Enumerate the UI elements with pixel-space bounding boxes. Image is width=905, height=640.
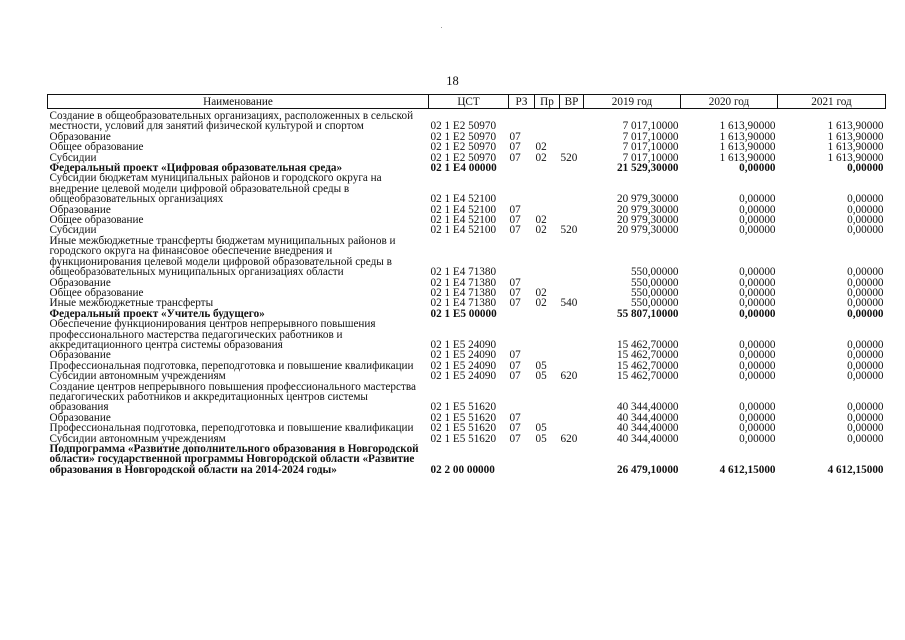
table-row xyxy=(48,371,886,381)
cell-2019: 55 807,10000 xyxy=(616,307,679,320)
cell-name: Образование xyxy=(49,276,111,289)
cell-name: Общее образование xyxy=(49,214,144,227)
header-rz: РЗ xyxy=(509,95,535,109)
cell-2019: 7 017,10000 xyxy=(622,141,679,154)
cell-2021: 0,00000 xyxy=(847,224,884,237)
cell-2019: 40 344,40000 xyxy=(616,401,679,414)
cell-2021: 1 613,90000 xyxy=(827,141,884,154)
cell-rz xyxy=(509,382,535,413)
cell-2020: 0,00000 xyxy=(739,224,776,237)
cell-cst: 02 1 E5 00000 xyxy=(430,307,497,320)
cell-name: Субсидии бюджетам муниципальных районов и городского округа на внедрение целевой модели цифровой образовательной среды в общеобразовательных организациях xyxy=(49,172,382,206)
cell-2019: 550,00000 xyxy=(630,276,679,289)
cell-2021: 0,00000 xyxy=(847,359,884,372)
cell-2021: 0,00000 xyxy=(847,307,884,320)
cell-pr xyxy=(535,236,560,278)
cell-rz: 07 xyxy=(509,286,521,299)
cell-cst: 02 1 E5 24090 xyxy=(430,349,497,362)
cell-vr xyxy=(560,319,584,350)
cell-2020: 0,00000 xyxy=(739,286,776,299)
cell-2021: 0,00000 xyxy=(847,411,884,424)
header-2019: 2019 год xyxy=(584,95,681,109)
cell-vr xyxy=(560,132,584,142)
cell-name: Обеспечение функционирования центров непрерывного повышения профессионального мастерства педагогических работников и аккредитационного центра системы образования xyxy=(49,318,376,351)
cell-vr xyxy=(560,236,584,278)
header-2020: 2020 год xyxy=(681,95,778,109)
header-pr: Пр xyxy=(535,95,560,109)
budget-table xyxy=(47,94,886,475)
cell-cst: 02 1 E4 52100 xyxy=(430,214,497,227)
cell-cst: 02 1 E2 50970 xyxy=(430,141,497,154)
cell-2021: 0,00000 xyxy=(847,203,884,216)
cell-cst: 02 1 E5 24090 xyxy=(430,359,497,372)
cell-2021: 0,00000 xyxy=(847,162,884,175)
cell-pr xyxy=(535,309,560,319)
cell-vr xyxy=(560,205,584,215)
cell-2019: 20 979,30000 xyxy=(616,214,679,227)
cell-name: Общее образование xyxy=(49,286,144,299)
cell-2020: 0,00000 xyxy=(739,276,776,289)
header-name: Наименование xyxy=(48,95,429,109)
cell-pr: 05 xyxy=(535,370,547,383)
cell-2020: 0,00000 xyxy=(739,422,776,435)
cell-2019: 7 017,10000 xyxy=(622,151,679,164)
cell-2020: 0,00000 xyxy=(739,370,776,383)
cell-2019: 15 462,70000 xyxy=(616,370,679,383)
cell-2020: 1 613,90000 xyxy=(719,120,776,133)
cell-2020: 0,00000 xyxy=(739,203,776,216)
cell-cst: 02 1 E4 52100 xyxy=(430,193,497,206)
cell-rz: 07 xyxy=(509,432,521,445)
cell-name: Иные межбюджетные трансферты бюджетам муниципальных районов и городского округа на финансовое обеспечение внедрения и функционирования целевой модели цифровой образовательной среды в общеобразовательных муниципальных организациях области xyxy=(49,234,396,279)
cell-cst: 02 1 E2 50970 xyxy=(430,151,497,164)
cell-pr: 02 xyxy=(535,297,547,310)
cell-vr: 540 xyxy=(560,297,578,310)
cell-2021: 0,00000 xyxy=(847,349,884,362)
cell-2021: 1 613,90000 xyxy=(827,130,884,143)
cell-name: Создание центров непрерывного повышения профессионального мастерства педагогических работников и аккредитационных центров системы образования xyxy=(49,380,416,414)
cell-cst: 02 1 E4 52100 xyxy=(430,224,497,237)
cell-cst: 02 1 E4 71380 xyxy=(430,266,497,279)
table-row xyxy=(48,173,886,204)
cell-2021: 0,00000 xyxy=(847,401,884,414)
cell-2021: 1 613,90000 xyxy=(827,120,884,133)
cell-cst: 02 1 E4 71380 xyxy=(430,286,497,299)
cell-2020: 1 613,90000 xyxy=(719,151,776,164)
cell-pr xyxy=(535,163,560,173)
cell-2020: 0,00000 xyxy=(739,359,776,372)
cell-pr xyxy=(535,109,560,132)
cell-rz: 07 xyxy=(509,224,521,237)
cell-rz xyxy=(509,109,535,132)
cell-2019: 15 462,70000 xyxy=(616,359,679,372)
cell-2021: 1 613,90000 xyxy=(827,151,884,164)
table-row xyxy=(48,319,886,350)
cell-2019: 40 344,40000 xyxy=(616,411,679,424)
table-row xyxy=(48,382,886,413)
cell-name: Образование xyxy=(49,411,111,424)
cell-cst: 02 1 E4 00000 xyxy=(430,162,497,175)
cell-2021: 0,00000 xyxy=(847,286,884,299)
cell-cst: 02 2 00 00000 xyxy=(430,463,495,476)
cell-2021: 0,00000 xyxy=(847,276,884,289)
cell-2019: 40 344,40000 xyxy=(616,432,679,445)
cell-cst: 02 1 E5 51620 xyxy=(430,432,497,445)
cell-cst: 02 1 E4 71380 xyxy=(430,276,497,289)
cell-2019: 7 017,10000 xyxy=(622,120,679,133)
cell-name: Создание в общеобразовательных организациях, расположенных в сельской местности, условий для занятий физической культурой и спортом xyxy=(49,110,414,133)
cell-pr: 02 xyxy=(535,214,547,227)
cell-rz xyxy=(509,309,535,319)
cell-2020: 0,00000 xyxy=(739,411,776,424)
cell-rz: 07 xyxy=(509,359,521,372)
cell-name: Образование xyxy=(49,349,111,362)
cell-2020: 0,00000 xyxy=(739,266,776,279)
cell-2020: 0,00000 xyxy=(739,214,776,227)
cell-name: Профессиональная подготовка, переподготовка и повышение квалификации xyxy=(49,422,414,435)
cell-2020: 4 612,15000 xyxy=(719,463,776,476)
cell-vr: 620 xyxy=(560,370,578,383)
cell-vr: 520 xyxy=(560,224,578,237)
cell-cst: 02 1 E5 24090 xyxy=(430,338,497,351)
cell-name: Федеральный проект «Цифровая образовательная среда» xyxy=(49,162,343,175)
cell-2021: 0,00000 xyxy=(847,422,884,435)
scan-speck xyxy=(441,27,442,28)
cell-pr: 02 xyxy=(535,286,547,299)
cell-2019: 21 529,30000 xyxy=(616,162,679,175)
cell-name: Субсидии автономным учреждениям xyxy=(49,432,226,445)
cell-2021: 0,00000 xyxy=(847,214,884,227)
cell-rz xyxy=(509,163,535,173)
cell-2020: 0,00000 xyxy=(739,297,776,310)
cell-vr xyxy=(560,163,584,173)
cell-pr xyxy=(535,444,560,475)
cell-rz: 07 xyxy=(509,214,521,227)
cell-2020: 1 613,90000 xyxy=(719,141,776,154)
cell-rz xyxy=(509,236,535,278)
cell-pr xyxy=(535,173,560,204)
cell-2021: 0,00000 xyxy=(847,432,884,445)
cell-rz: 07 xyxy=(509,276,521,289)
cell-2021: 0,00000 xyxy=(847,193,884,206)
cell-pr xyxy=(535,382,560,413)
cell-2021: 0,00000 xyxy=(847,338,884,351)
cell-name: Образование xyxy=(49,130,111,143)
cell-2020: 1 613,90000 xyxy=(719,130,776,143)
cell-cst: 02 1 E5 51620 xyxy=(430,401,497,414)
cell-pr xyxy=(535,319,560,350)
cell-vr xyxy=(560,350,584,360)
cell-2020: 0,00000 xyxy=(739,349,776,362)
cell-2019: 15 462,70000 xyxy=(616,349,679,362)
cell-cst: 02 1 E2 50970 xyxy=(430,120,497,133)
page-number: 18 xyxy=(446,74,459,88)
cell-name: Субсидии xyxy=(49,151,97,164)
cell-2019: 20 979,30000 xyxy=(616,203,679,216)
cell-rz xyxy=(509,319,535,350)
cell-rz: 07 xyxy=(509,422,521,435)
cell-cst: 02 1 E5 24090 xyxy=(430,370,497,383)
cell-rz: 07 xyxy=(509,411,521,424)
cell-pr: 02 xyxy=(535,151,547,164)
cell-cst: 02 1 E4 71380 xyxy=(430,297,497,310)
cell-rz: 07 xyxy=(509,370,521,383)
cell-pr: 02 xyxy=(535,141,547,154)
cell-2019: 550,00000 xyxy=(630,286,679,299)
cell-rz: 07 xyxy=(509,141,521,154)
cell-cst: 02 1 E2 50970 xyxy=(430,130,497,143)
cell-name: Иные межбюджетные трансферты xyxy=(49,297,214,310)
cell-2019: 26 479,10000 xyxy=(616,463,679,476)
cell-vr xyxy=(560,444,584,475)
cell-vr xyxy=(560,413,584,423)
cell-2019: 7 017,10000 xyxy=(622,130,679,143)
cell-vr: 620 xyxy=(560,432,578,445)
header-cst: ЦСТ xyxy=(429,95,509,109)
table-body xyxy=(48,109,886,476)
cell-rz xyxy=(509,173,535,204)
cell-vr xyxy=(560,109,584,132)
cell-name: Общее образование xyxy=(49,141,144,154)
cell-2020: 0,00000 xyxy=(739,162,776,175)
cell-vr xyxy=(560,309,584,319)
cell-cst: 02 1 E5 51620 xyxy=(430,422,497,435)
cell-name: Образование xyxy=(49,203,111,216)
table-row xyxy=(48,236,886,278)
cell-2020: 0,00000 xyxy=(739,432,776,445)
cell-name: Субсидии автономным учреждениям xyxy=(49,370,226,383)
cell-pr: 02 xyxy=(535,224,547,237)
cell-pr: 05 xyxy=(535,359,547,372)
cell-2021: 4 612,15000 xyxy=(827,463,884,476)
cell-2020: 0,00000 xyxy=(739,307,776,320)
table-row xyxy=(48,444,886,475)
cell-name: Профессиональная подготовка, переподготовка и повышение квалификации xyxy=(49,359,414,372)
cell-rz: 07 xyxy=(509,203,521,216)
cell-cst: 02 1 E5 51620 xyxy=(430,411,497,424)
cell-pr: 05 xyxy=(535,422,547,435)
cell-2021: 0,00000 xyxy=(847,297,884,310)
cell-vr xyxy=(560,173,584,204)
cell-2019: 20 979,30000 xyxy=(616,224,679,237)
cell-rz: 07 xyxy=(509,297,521,310)
cell-vr: 520 xyxy=(560,151,578,164)
cell-cst: 02 1 E4 52100 xyxy=(430,203,497,216)
cell-2019: 20 979,30000 xyxy=(616,193,679,206)
cell-2019: 550,00000 xyxy=(630,266,679,279)
cell-2021: 0,00000 xyxy=(847,266,884,279)
cell-2019: 15 462,70000 xyxy=(616,338,679,351)
table-row xyxy=(48,109,886,132)
cell-vr xyxy=(560,382,584,413)
cell-2021: 0,00000 xyxy=(847,370,884,383)
cell-2019: 40 344,40000 xyxy=(616,422,679,435)
cell-pr: 05 xyxy=(535,432,547,445)
cell-2019: 550,00000 xyxy=(630,297,679,310)
cell-2020: 0,00000 xyxy=(739,338,776,351)
cell-2020: 0,00000 xyxy=(739,193,776,206)
cell-vr xyxy=(560,278,584,288)
cell-name: Подпрограмма «Развитие дополнительного образования в Новгородской области» государственной программы Новгородской области «Развитие образования в Новгородской области на 2014-2024 годы» xyxy=(49,443,419,476)
cell-name: Федеральный проект «Учитель будущего» xyxy=(49,307,265,320)
cell-rz: 07 xyxy=(509,151,521,164)
cell-name: Субсидии xyxy=(49,224,97,237)
header-2021: 2021 год xyxy=(778,95,886,109)
header-vr: ВР xyxy=(560,95,584,109)
table-header-row xyxy=(48,95,886,109)
cell-rz: 07 xyxy=(509,349,521,362)
cell-rz: 07 xyxy=(509,130,521,143)
cell-2020: 0,00000 xyxy=(739,401,776,414)
cell-rz xyxy=(509,444,535,475)
